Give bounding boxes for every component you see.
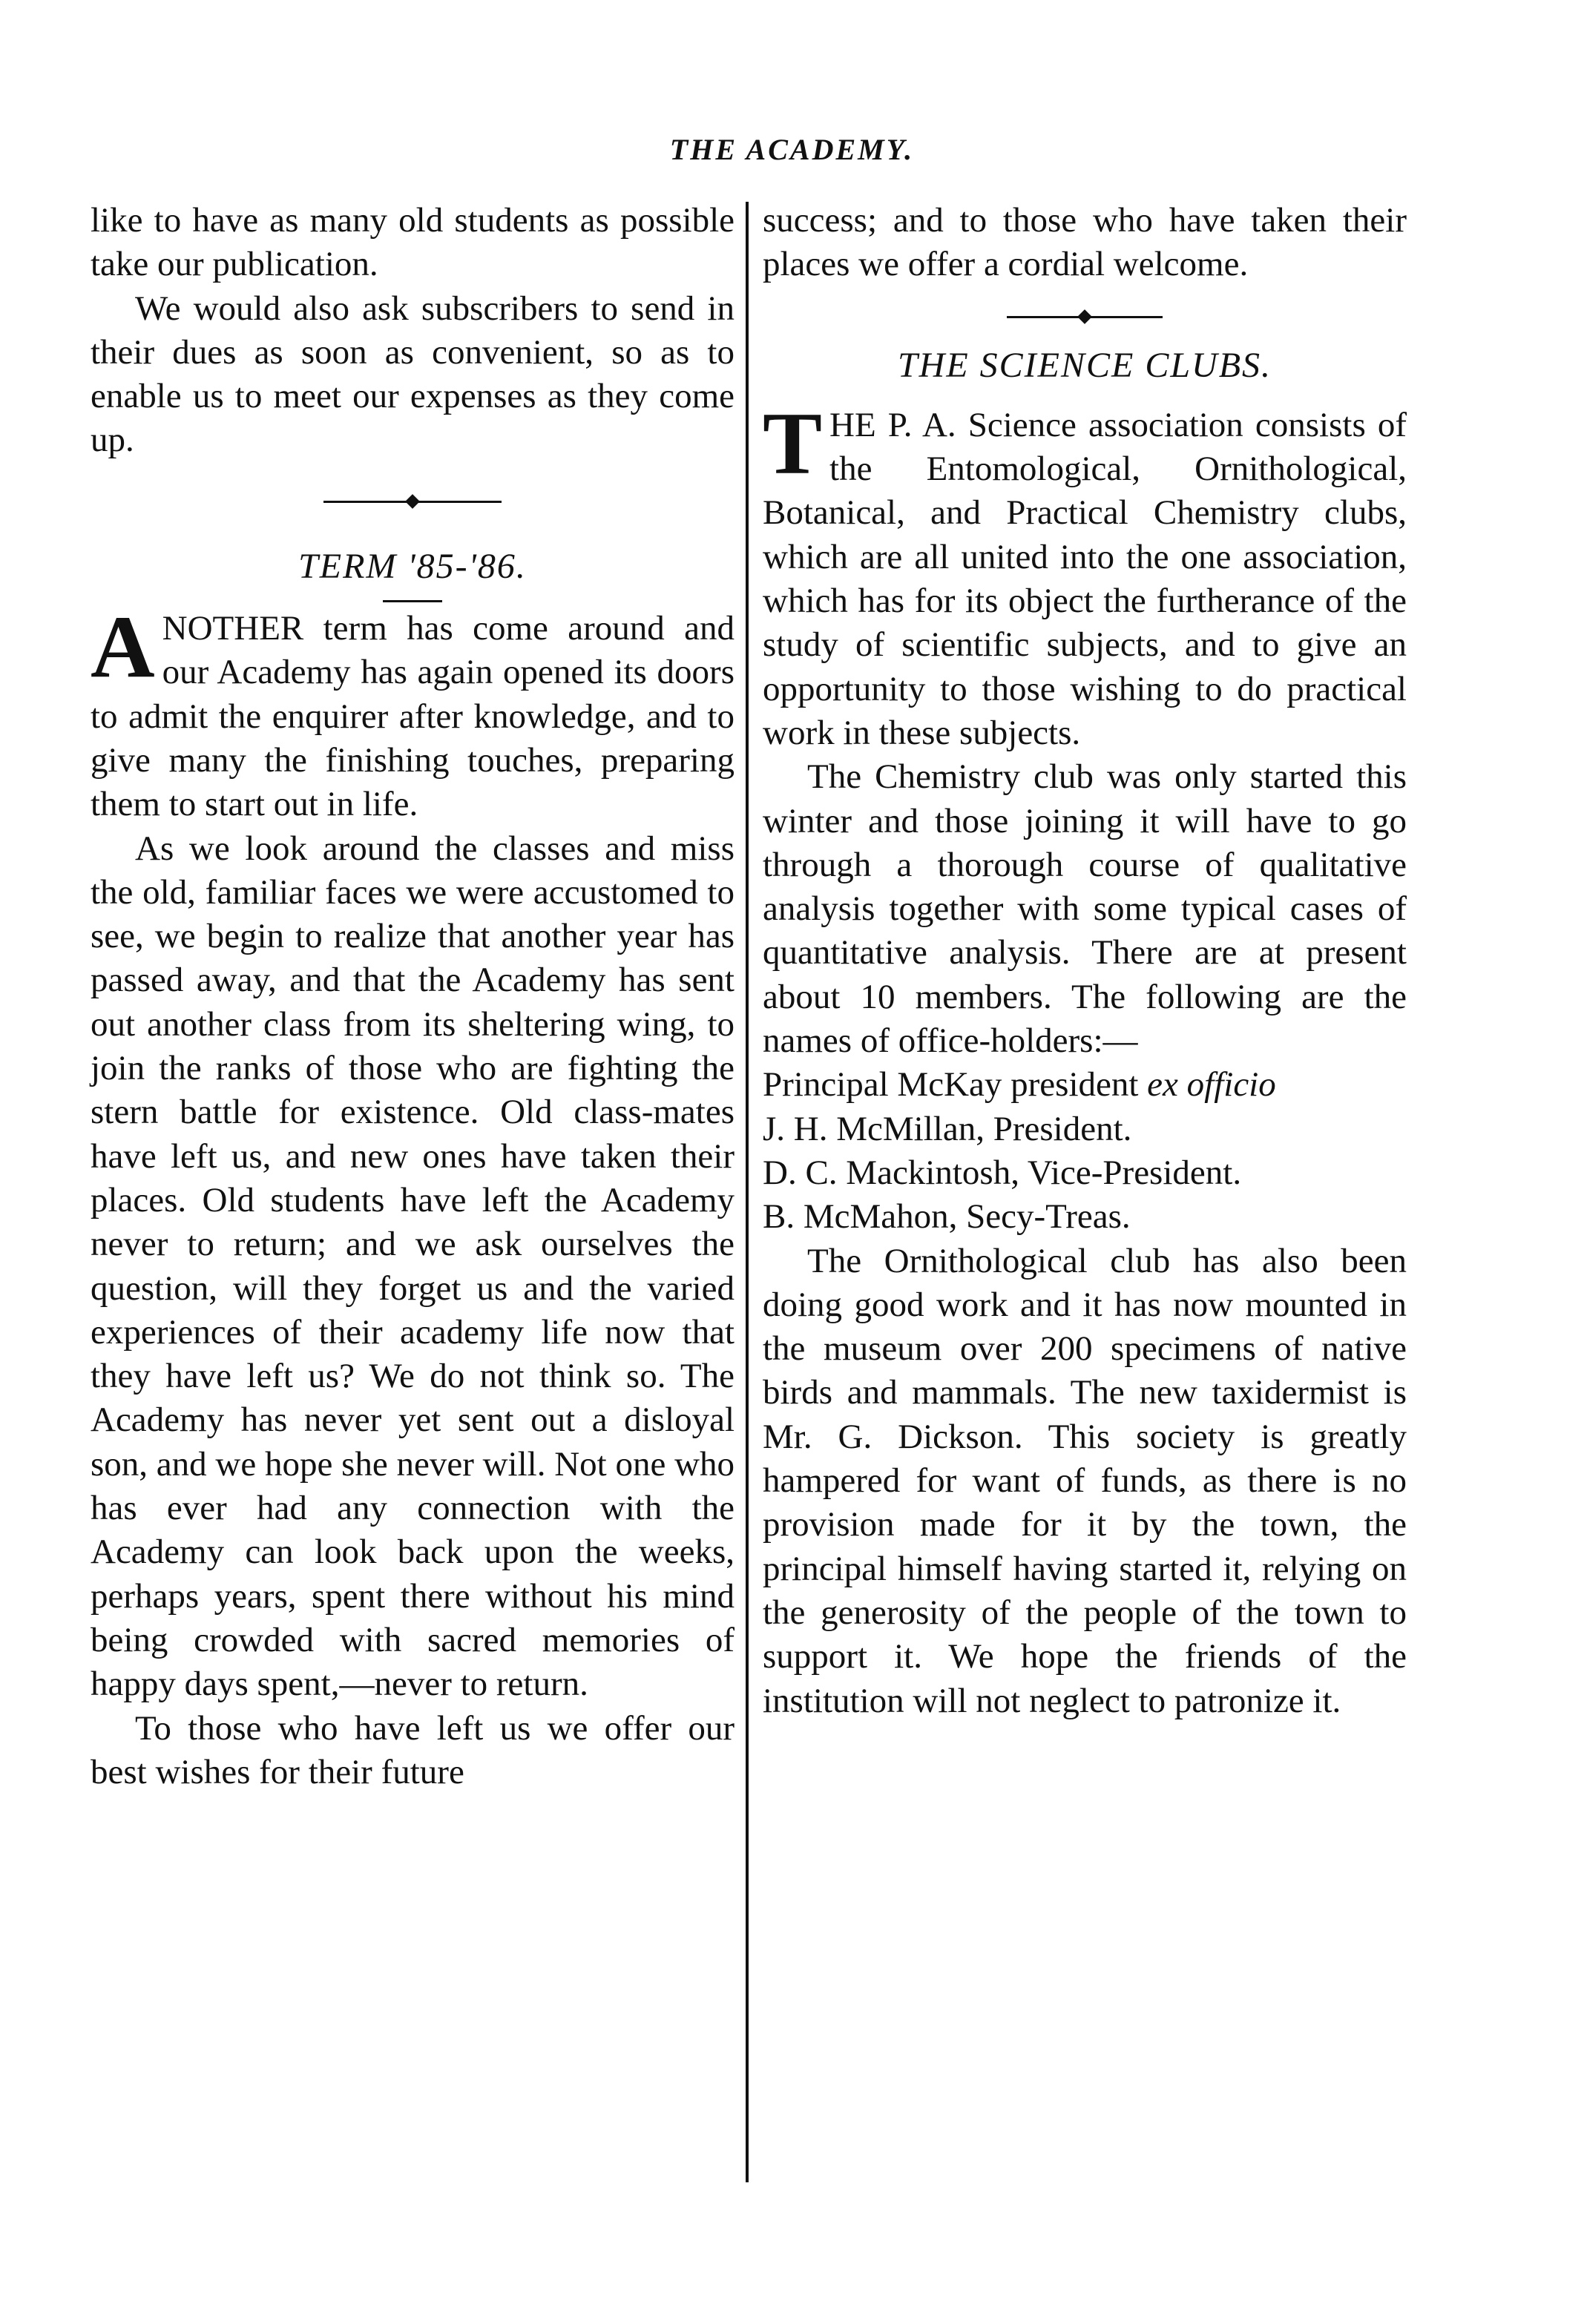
officer-name: D. C. Mackintosh, Vice-President. [763,1153,1242,1192]
officer-line [763,1107,1407,1151]
column-divider [746,202,749,2182]
right-column [763,199,1407,1723]
left-paragraph-1: like to have as many old students as possible take our publication. [91,201,735,284]
science-heading: THE SCIENCE CLUBS. [897,345,1272,385]
officer-line [763,1063,1407,1107]
officer-list [763,1063,1407,1239]
officer-line [763,1151,1407,1195]
term-paragraph-1 [91,597,735,826]
separator-diamond-icon [405,494,420,509]
science-paragraph-1-text: HE P. A. Science association consists of the Entomological, Ornithological, Botanical, and Practical Chemistry clubs, which are all united into the one association, which has for its object the furtherance of the study of scientific subjects, and to give an opportunity to those wishing to do practical work in these subjects. [763,405,1407,752]
running-title: THE ACADEMY. [669,133,915,166]
science-paragraph-3: The Ornithological club has also been doing good work and it has now mounted in the museum over 200 specimens of native birds and mammals. The new taxidermist is Mr. G. Dickson. This society is greatly hampered for want of funds, as there is no provision made for it by the town, the principal himself having started it, relying on the generosity of the people of the town to support it. We hope the friends of the institution will not neglect to patronize it. [763,1241,1407,1720]
section-separator [323,493,502,510]
right-paragraph-1: success; and to those who have taken their places we offer a cordial welcome. [763,201,1407,284]
officer-line [763,1195,1407,1239]
science-paragraph-2: The Chemistry club was only started this winter and those joining it will have to go through a thorough course of qualitative analysis together with some typical cases of quantitative analysis. There are at present about 10 members. The following are the names of office-holders:— [763,757,1407,1061]
drop-cap: A [91,597,155,697]
officer-name: B. McMahon, Secy-Treas. [763,1197,1131,1237]
science-paragraph-1 [763,393,1407,755]
officer-name: J. H. McMillan, President. [763,1109,1132,1148]
section-separator [1007,308,1163,326]
term-paragraph-1-text: NOTHER term has come around and our Academy has again opened its doors to admit the enquirer after knowledge, and to give many the finishing touches, preparing them to start out in life. [91,609,735,824]
drop-cap: T [763,393,823,493]
separator-diamond-icon [1077,309,1092,324]
heading-rule [383,600,442,602]
term-heading: TERM '85-'86. [298,546,527,586]
term-paragraph-3: To those who have left us we offer our best wishes for their future [91,1708,735,1791]
term-paragraph-2: As we look around the classes and miss the old, familiar faces we were accustomed to see, we begin to realize that another year has passed away, and that the Academy has sent out another class from its sheltering wing, to join the ranks of those who are fighting the stern battle for existence. Old class-mates have left us, and new ones have taken their places. Old students have left the Academy never to return; and we ask ourselves the question, will they forget us and the varied experiences of their academy life now that they have left us? We do not think so. The Academy has never yet sent out a disloyal son, and we hope she never will. Not one who has ever had any connection with the Academy can look back upon the weeks, perhaps years, spent there without his mind being crowded with sacred memories of happy days spent,—never to return. [91,829,735,1704]
left-paragraph-2: We would also ask subscribers to send in their dues as soon as convenient, so as to enable us to meet our expenses as they come up. [91,289,735,460]
officer-role: ex officio [1147,1065,1276,1105]
officer-name: Principal McKay president [763,1065,1148,1105]
left-column [91,199,735,1794]
